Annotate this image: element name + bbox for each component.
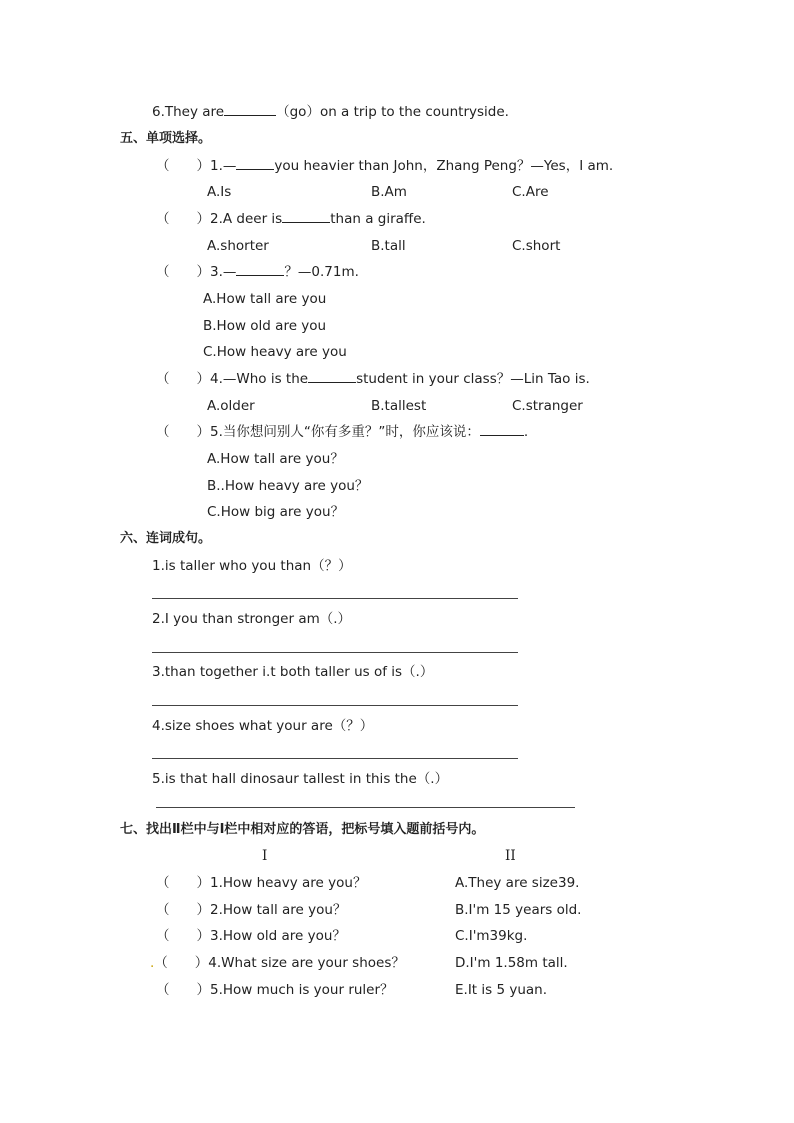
question-5-5 bbox=[156, 423, 528, 441]
question-text: 3.— bbox=[210, 264, 237, 280]
option-c: C.How big are you？ bbox=[207, 504, 345, 520]
sentence-item-1: 1.is taller who you than（？） bbox=[152, 558, 352, 574]
sentence-item-3: 3.than together i.t both taller us of is（.） bbox=[152, 664, 434, 680]
column-1-header: I bbox=[262, 848, 268, 864]
item-6-blank[interactable] bbox=[224, 103, 276, 116]
option-a: A.How tall are you bbox=[203, 291, 327, 307]
answer-line-1[interactable] bbox=[152, 598, 518, 599]
column-2-header: II bbox=[505, 848, 516, 864]
sentence-item-4: 4.size shoes what your are（？） bbox=[152, 718, 374, 734]
option-c: C.Are bbox=[512, 184, 549, 200]
question-text: 1.How heavy are you？ bbox=[210, 875, 367, 891]
question-text: 5.How much is your ruler？ bbox=[210, 982, 394, 998]
question-text-end: ？—0.71m. bbox=[284, 264, 359, 280]
option-c: C.short bbox=[512, 238, 561, 254]
match-answer-e: E.It is 5 yuan. bbox=[455, 982, 548, 998]
match-question-3 bbox=[156, 927, 346, 945]
option-c: C.stranger bbox=[512, 398, 583, 414]
answer-line-5[interactable] bbox=[156, 807, 575, 808]
match-question-5 bbox=[156, 981, 394, 999]
question-text-end: than a giraffe. bbox=[330, 211, 426, 227]
match-answer-b: B.I'm 15 years old. bbox=[455, 902, 582, 918]
option-b: B.How old are you bbox=[203, 318, 327, 334]
answer-paren[interactable]: （ ） bbox=[156, 264, 210, 280]
question-text: 2.How tall are you？ bbox=[210, 902, 347, 918]
section-7-heading: 七、找出Ⅱ栏中与Ⅰ栏中相对应的答语，把标号填入题前括号内。 bbox=[120, 822, 485, 837]
answer-line-2[interactable] bbox=[152, 652, 518, 653]
answer-paren[interactable]: （ ） bbox=[156, 982, 210, 998]
question-text: 3.How old are you？ bbox=[210, 928, 346, 944]
item-6-suffix: （go）on a trip to the countryside. bbox=[276, 104, 509, 120]
answer-line-4[interactable] bbox=[152, 758, 518, 759]
question-text: 2.A deer is bbox=[210, 211, 283, 227]
question-5-2 bbox=[156, 210, 426, 228]
option-b: B.Am bbox=[371, 184, 407, 200]
option-b: B.tallest bbox=[371, 398, 427, 414]
section-6-heading: 六、连词成句。 bbox=[120, 531, 212, 546]
section-5-heading: 五、单项选择。 bbox=[120, 131, 212, 146]
question-text: 4.—Who is the bbox=[210, 371, 309, 387]
match-question-4 bbox=[150, 954, 405, 972]
match-question-2 bbox=[156, 901, 346, 919]
option-b: B.tall bbox=[371, 238, 406, 254]
question-text: 1.— bbox=[210, 158, 237, 174]
answer-blank[interactable] bbox=[236, 157, 274, 170]
answer-blank[interactable] bbox=[480, 423, 524, 436]
stray-dot-mark: . bbox=[150, 955, 155, 971]
answer-line-3[interactable] bbox=[152, 705, 518, 706]
item-6-prefix: 6.They are bbox=[152, 104, 225, 120]
answer-paren[interactable]: （ ） bbox=[156, 902, 210, 918]
option-a: A.Is bbox=[207, 184, 232, 200]
option-c: C.How heavy are you bbox=[203, 344, 347, 360]
match-answer-a: A.They are size39. bbox=[455, 875, 580, 891]
sentence-item-5: 5.is that hall dinosaur tallest in this the（.） bbox=[152, 771, 449, 787]
question-5-4 bbox=[156, 370, 590, 388]
answer-paren[interactable]: （ ） bbox=[156, 211, 210, 227]
answer-paren[interactable]: （ ） bbox=[156, 875, 210, 891]
question-text: 5.当你想问别人“你有多重？”时，你应该说： bbox=[210, 424, 480, 440]
answer-blank[interactable] bbox=[308, 370, 356, 383]
option-a: A.shorter bbox=[207, 238, 269, 254]
match-question-1 bbox=[156, 874, 366, 892]
answer-paren[interactable]: （ ） bbox=[156, 424, 210, 440]
option-a: A.older bbox=[207, 398, 255, 414]
sentence-item-2: 2.I you than stronger am（.） bbox=[152, 611, 352, 627]
question-5-1 bbox=[156, 157, 613, 175]
answer-blank[interactable] bbox=[282, 210, 330, 223]
answer-paren[interactable]: （ ） bbox=[156, 158, 210, 174]
answer-paren[interactable]: （ ） bbox=[154, 955, 209, 971]
match-answer-c: C.I'm39kg. bbox=[455, 928, 528, 944]
question-text-end: student in your class？—Lin Tao is. bbox=[356, 371, 590, 387]
answer-paren[interactable]: （ ） bbox=[156, 928, 210, 944]
option-a: A.How tall are you？ bbox=[207, 451, 344, 467]
option-b: B..How heavy are you？ bbox=[207, 478, 369, 494]
question-text-end: . bbox=[523, 424, 529, 440]
match-answer-d: D.I'm 1.58m tall. bbox=[455, 955, 568, 971]
answer-blank[interactable] bbox=[236, 263, 284, 276]
answer-paren[interactable]: （ ） bbox=[156, 371, 210, 387]
question-text-end: you heavier than John，Zhang Peng？—Yes，I am. bbox=[274, 158, 614, 174]
fill-in-item-6 bbox=[152, 103, 509, 121]
question-text: 4.What size are your shoes？ bbox=[208, 955, 405, 971]
question-5-3 bbox=[156, 263, 359, 281]
